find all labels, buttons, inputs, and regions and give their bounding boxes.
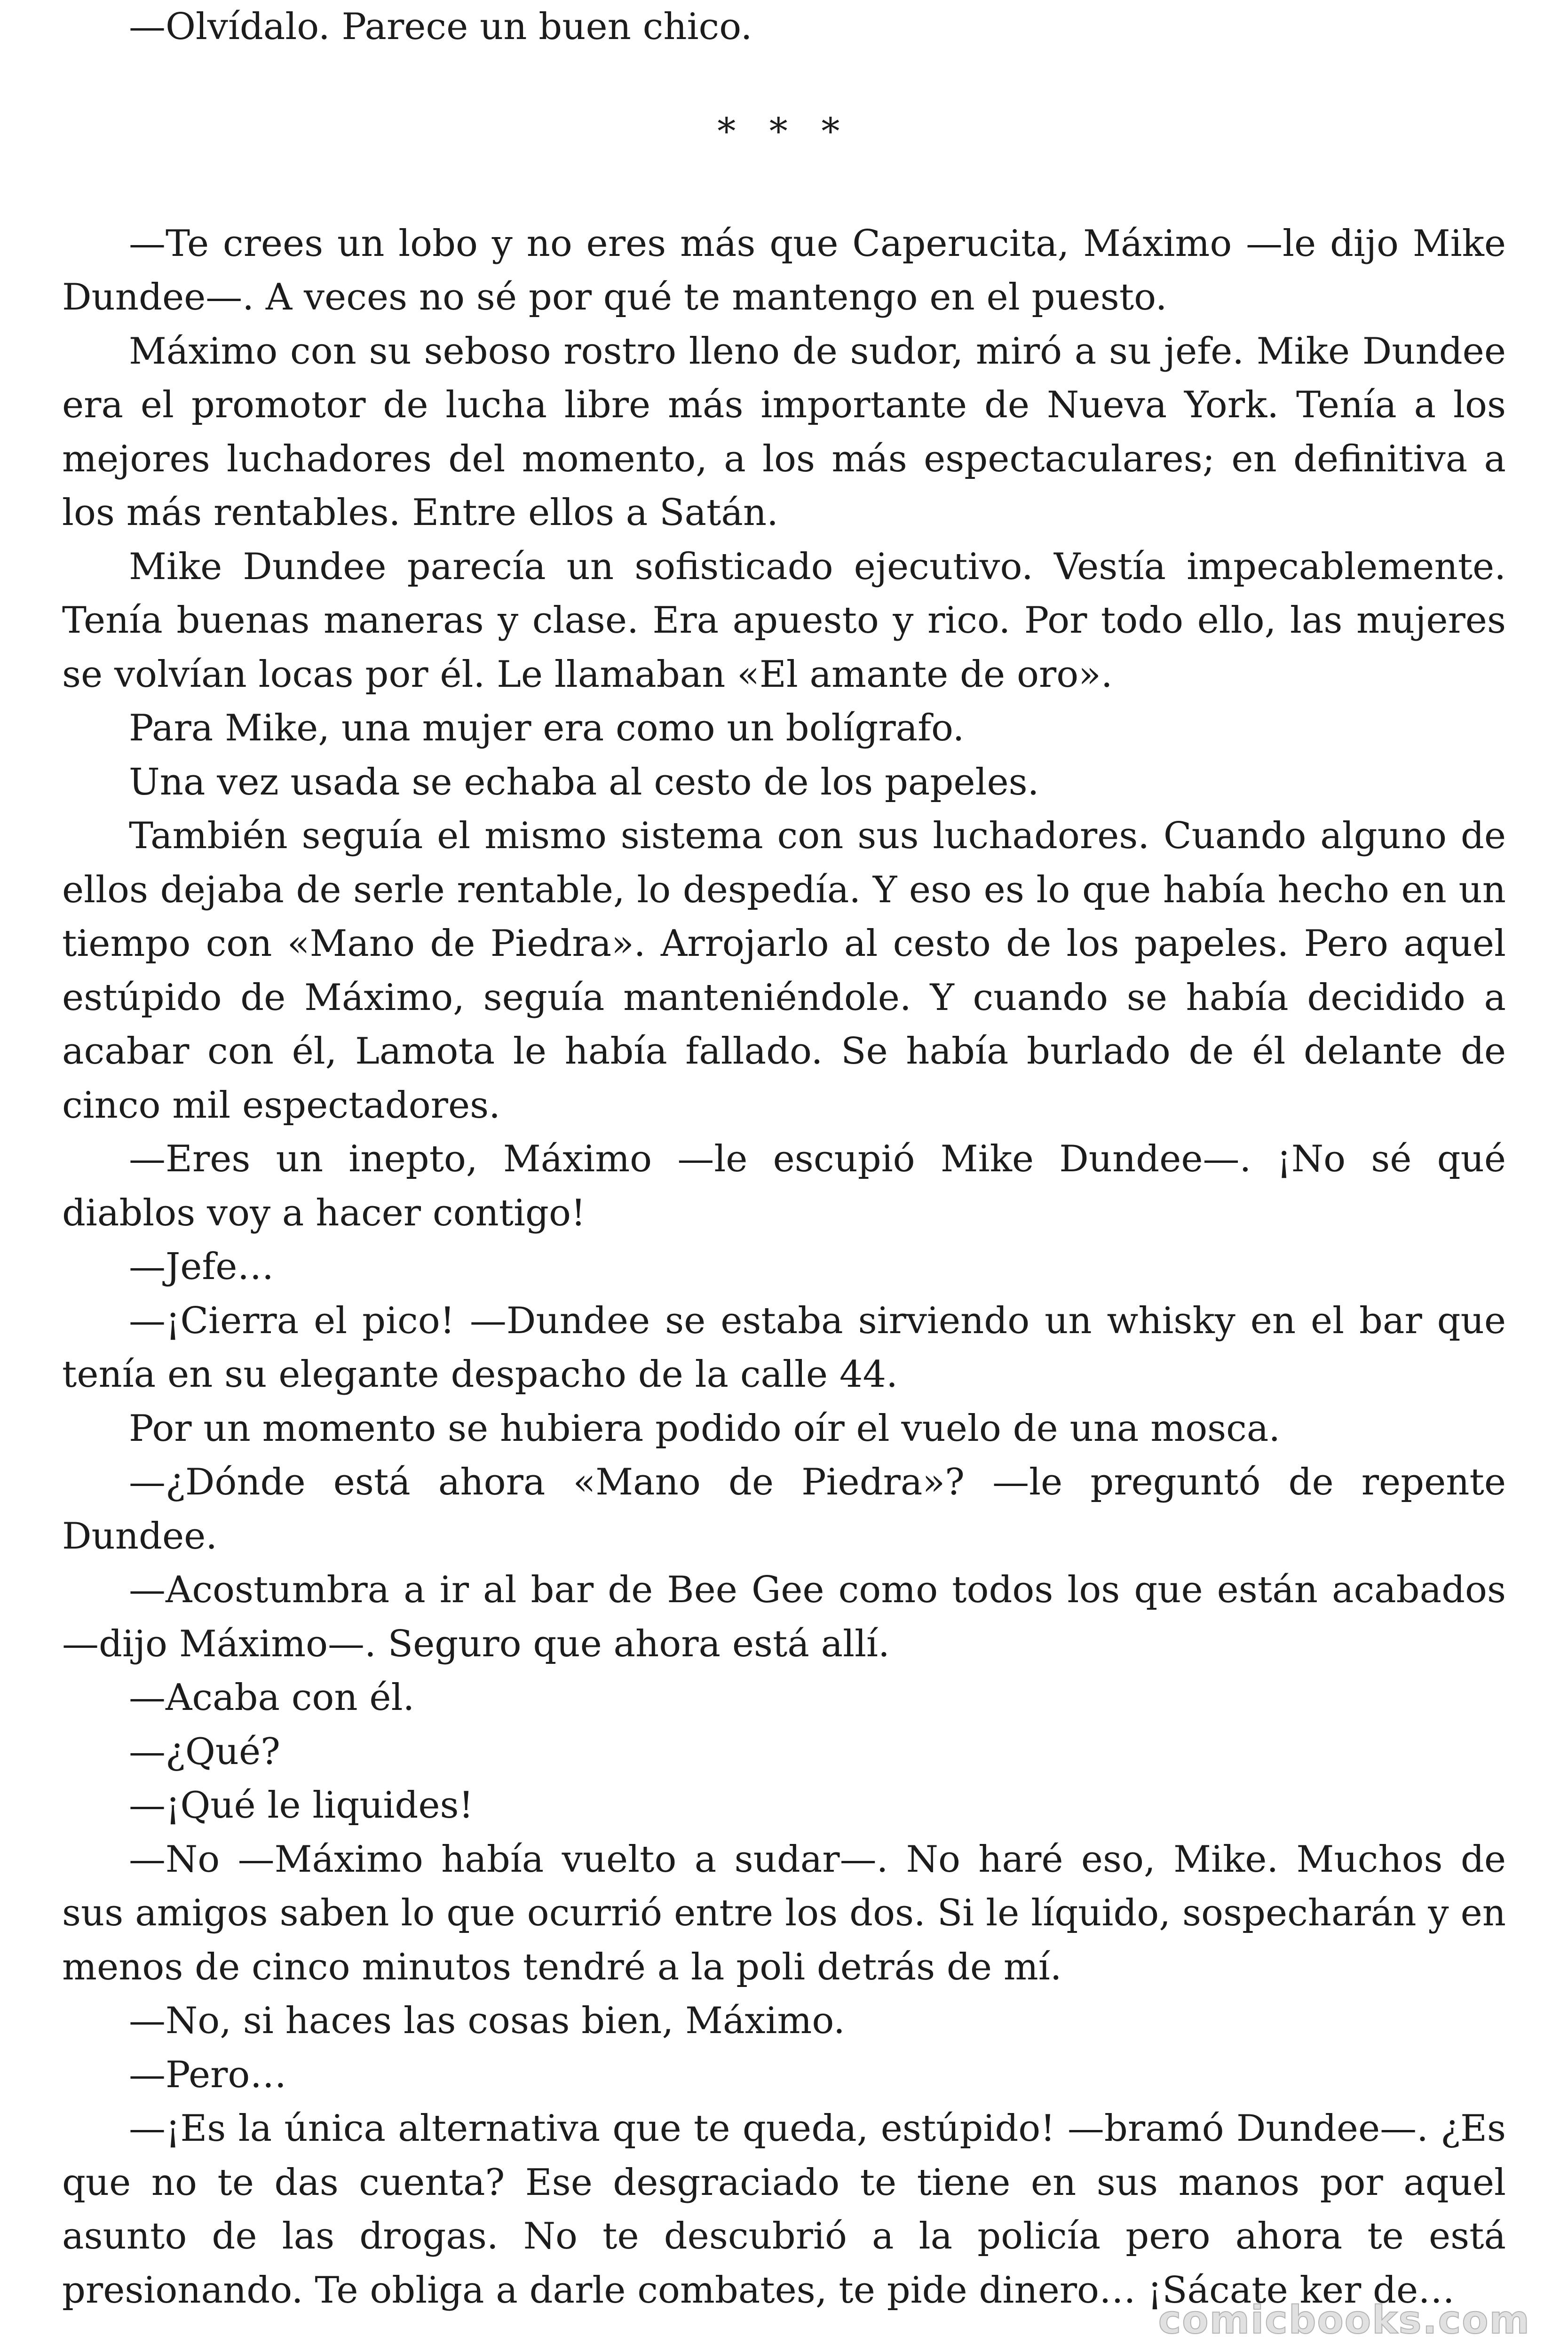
paragraph: —Acaba con él. xyxy=(129,1677,415,1719)
paragraph: —No, si haces las cosas bien, Máximo. xyxy=(129,2000,845,2042)
paragraph: —Pero… xyxy=(129,2053,287,2096)
paragraph: —¡Qué le liquides! xyxy=(129,1784,474,1827)
paragraph: —Te crees un lobo y no eres más que Caperucita, Máximo —le dijo Mike Dundee—. A veces no sé por qué te mantengo en el puesto. xyxy=(62,222,1506,318)
paragraph: Una vez usada se echaba al cesto de los papeles. xyxy=(129,761,1039,803)
paragraph: —Acostumbra a ir al bar de Bee Gee como todos los que están acabados —dijo Máximo—. Seguro que ahora está allí. xyxy=(62,1569,1506,1665)
paragraph: —¿Qué? xyxy=(129,1730,280,1773)
watermark: comicbooks.com xyxy=(1158,2298,1530,2343)
body-text xyxy=(62,217,1506,2318)
paragraph: —Jefe… xyxy=(129,1246,274,1288)
paragraph: —¡Cierra el pico! —Dundee se estaba sirviendo un whisky en el bar que tenía en su elegante despacho de la calle 44. xyxy=(62,1299,1506,1396)
section-separator: * * * xyxy=(717,110,851,153)
paragraph: —¡Es la única alternativa que te queda, estúpido! —bramó Dundee—. ¿Es que no te das cuenta? Ese desgraciado te tiene en sus manos por aquel asunto de las drogas. No te descubrió a la policía pero ahora te está presionando. Te obliga a darle combates, te pide dinero… ¡Sácate ker de… xyxy=(62,2107,1506,2312)
paragraph: —¿Dónde está ahora «Mano de Piedra»? —le preguntó de repente Dundee. xyxy=(62,1461,1506,1557)
paragraph: Máximo con su seboso rostro lleno de sudor, miró a su jefe. Mike Dundee era el promotor de lucha libre más importante de Nueva York. Tenía a los mejores luchadores del momento, a los más espectaculares; en definitiva a los más rentables. Entre ellos a Satán. xyxy=(62,330,1506,534)
opening-paragraph: —Olvídalo. Parece un buen chico. xyxy=(129,6,752,48)
paragraph: Para Mike, una mujer era como un bolígrafo. xyxy=(129,707,965,749)
paragraph: También seguía el mismo sistema con sus luchadores. Cuando alguno de ellos dejaba de serle rentable, lo despedía. Y eso es lo que había hecho en un tiempo con «Mano de Piedra». Arrojarlo al cesto de los papeles. Pero aquel estúpido de Máximo, seguía manteniéndole. Y cuando se había decidido a acabar con él, Lamota le había fallado. Se había burlado de él delante de cinco mil espectadores. xyxy=(62,815,1506,1127)
paragraph: Por un momento se hubiera podido oír el vuelo de una mosca. xyxy=(129,1407,1281,1450)
paragraph: —No —Máximo había vuelto a sudar—. No haré eso, Mike. Muchos de sus amigos saben lo que ocurrió entre los dos. Si le líquido, sospecharán y en menos de cinco minutos tendré a la poli detrás de mí. xyxy=(62,1838,1506,1988)
paragraph: Mike Dundee parecía un sofisticado ejecutivo. Vestía impecablemente. Tenía buenas maneras y clase. Era apuesto y rico. Por todo ello, las mujeres se volvían locas por él. Le llamaban «El amante de oro». xyxy=(62,545,1506,696)
paragraph: —Eres un inepto, Máximo —le escupió Mike Dundee—. ¡No sé qué diablos voy a hacer contigo! xyxy=(62,1138,1506,1234)
